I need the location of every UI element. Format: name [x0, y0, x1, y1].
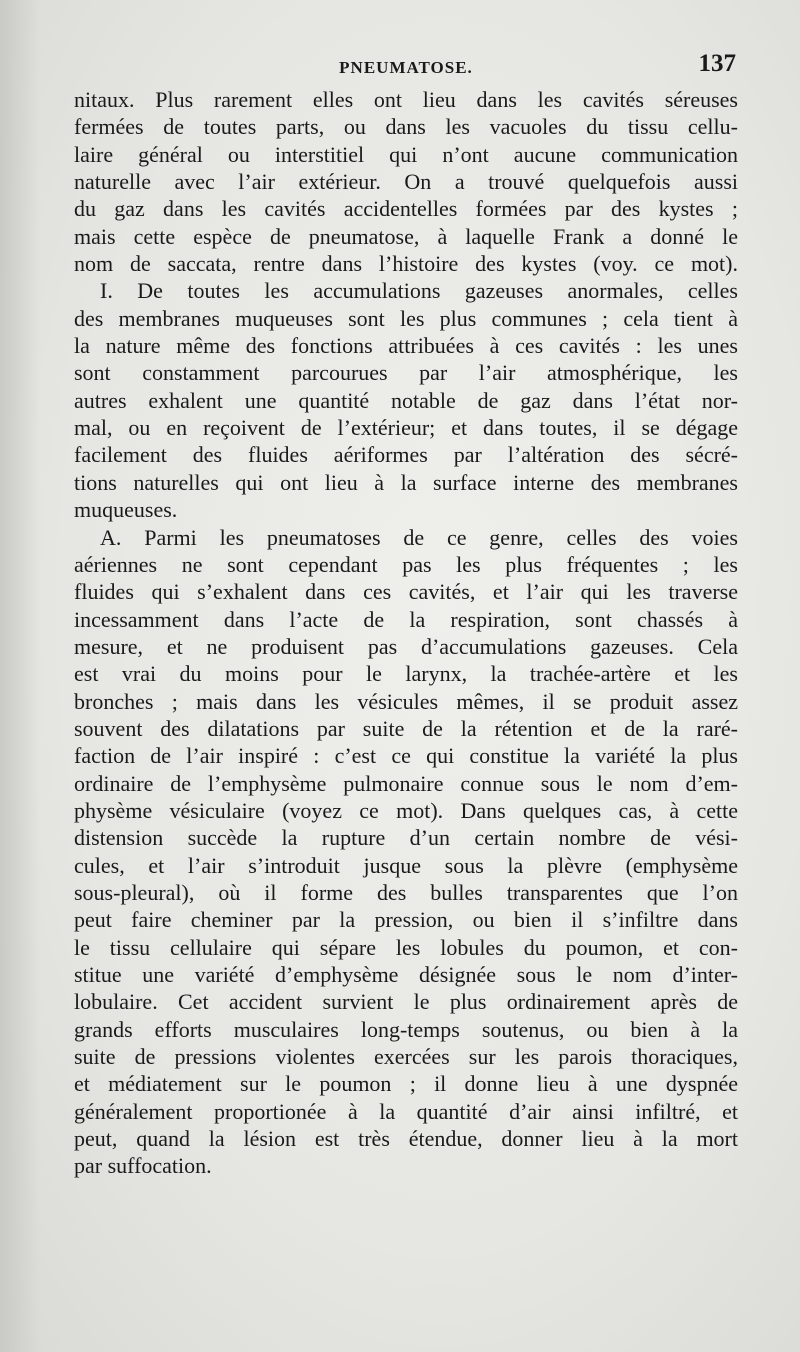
text-line: A. Parmi les pneumatoses de ce genre, celles des voies	[100, 524, 738, 550]
text-line: laire général ou interstitiel qui n’ont aucune communication	[74, 141, 738, 167]
text-line: suite de pressions violentes exercées sur les parois thoraciques,	[74, 1044, 738, 1070]
text-line: stitue une variété d’emphysème désignée sous le nom d’inter-	[74, 962, 738, 987]
text-line: par suffocation.	[74, 1153, 212, 1179]
text-line: mal, ou en reçoivent de l’extérieur; et dans toutes, il se dégage	[74, 415, 738, 441]
gutter-shadow	[0, 0, 40, 1352]
text-line: lobulaire. Cet accident survient le plus ordinairement après de	[74, 989, 738, 1015]
text-line: distension succède la rupture d’un certain nombre de vési-	[74, 825, 738, 851]
text-line: tions naturelles qui ont lieu à la surface interne des membranes	[74, 469, 738, 495]
text-line: facilement des fluides aériformes par l’altération des sécré-	[74, 442, 738, 468]
text-line: grands efforts musculaires long-temps soutenus, ou bien à la	[74, 1016, 738, 1042]
text-line: aériennes ne sont cependant pas les plus fréquentes ; les	[74, 551, 738, 577]
text-line: sous-pleural), où il forme des bulles transparentes que l’on	[74, 879, 738, 905]
text-line: incessamment dans l’acte de la respiration, sont chassés à	[74, 606, 738, 632]
text-line: nom de saccata, rentre dans l’histoire des kystes (voy. ce mot).	[74, 251, 738, 277]
text-line: du gaz dans les cavités accidentelles formées par des kystes ;	[74, 196, 738, 222]
text-line: fermées de toutes parts, ou dans les vacuoles du tissu cellu-	[74, 114, 738, 140]
running-head: PNEUMATOSE.	[339, 58, 473, 77]
text-line: sont constamment parcourues par l’air atmosphérique, les	[74, 360, 738, 386]
page-header	[74, 50, 738, 84]
text-line: souvent des dilatations par suite de la rétention et de la raré-	[74, 715, 738, 741]
text-line: physème vésiculaire (voyez ce mot). Dans quelques cas, à cette	[74, 797, 738, 823]
text-line: I. De toutes les accumulations gazeuses anormales, celles	[100, 278, 738, 304]
text-line: cules, et l’air s’introduit jusque sous la plèvre (emphysème	[74, 852, 738, 878]
text-line: le tissu cellulaire qui sépare les lobules du poumon, et con-	[74, 934, 738, 960]
text-line: faction de l’air inspiré : c’est ce qui constitue la variété la plus	[74, 743, 738, 769]
text-line: nitaux. Plus rarement elles ont lieu dans les cavités séreuses	[74, 87, 738, 112]
text-line: des membranes muqueuses sont les plus communes ; cela tient à	[74, 305, 738, 331]
text-line: fluides qui s’exhalent dans ces cavités, et l’air qui les traverse	[74, 579, 738, 605]
text-line: mesure, et ne produisent pas d’accumulations gazeuses. Cela	[74, 633, 738, 659]
text-line: est vrai du moins pour le larynx, la trachée-artère et les	[74, 661, 738, 687]
page-number: 137	[698, 50, 736, 77]
text-line: ordinaire de l’emphysème pulmonaire connue sous le nom d’em-	[74, 770, 738, 796]
text-line: généralement proportionée à la quantité d’air ainsi infiltré, et	[74, 1098, 738, 1124]
text-line: peut faire cheminer par la pression, ou bien il s’infiltre dans	[74, 907, 738, 933]
text-line: mais cette espèce de pneumatose, à laquelle Frank a donné le	[74, 223, 738, 249]
text-line: autres exhalent une quantité notable de gaz dans l’état nor-	[74, 387, 738, 413]
text-line: muqueuses.	[74, 497, 178, 523]
text-line: et médiatement sur le poumon ; il donne lieu à une dyspnée	[74, 1071, 738, 1097]
text-line: bronches ; mais dans les vésicules mêmes, il se produit assez	[74, 688, 738, 714]
text-line: peut, quand la lésion est très étendue, donner lieu à la mort	[74, 1126, 738, 1152]
text-line: naturelle avec l’air extérieur. On a trouvé quelquefois aussi	[74, 169, 738, 195]
body-text	[74, 86, 738, 1180]
text-line: la nature même des fonctions attribuées à ces cavités : les unes	[74, 333, 738, 359]
